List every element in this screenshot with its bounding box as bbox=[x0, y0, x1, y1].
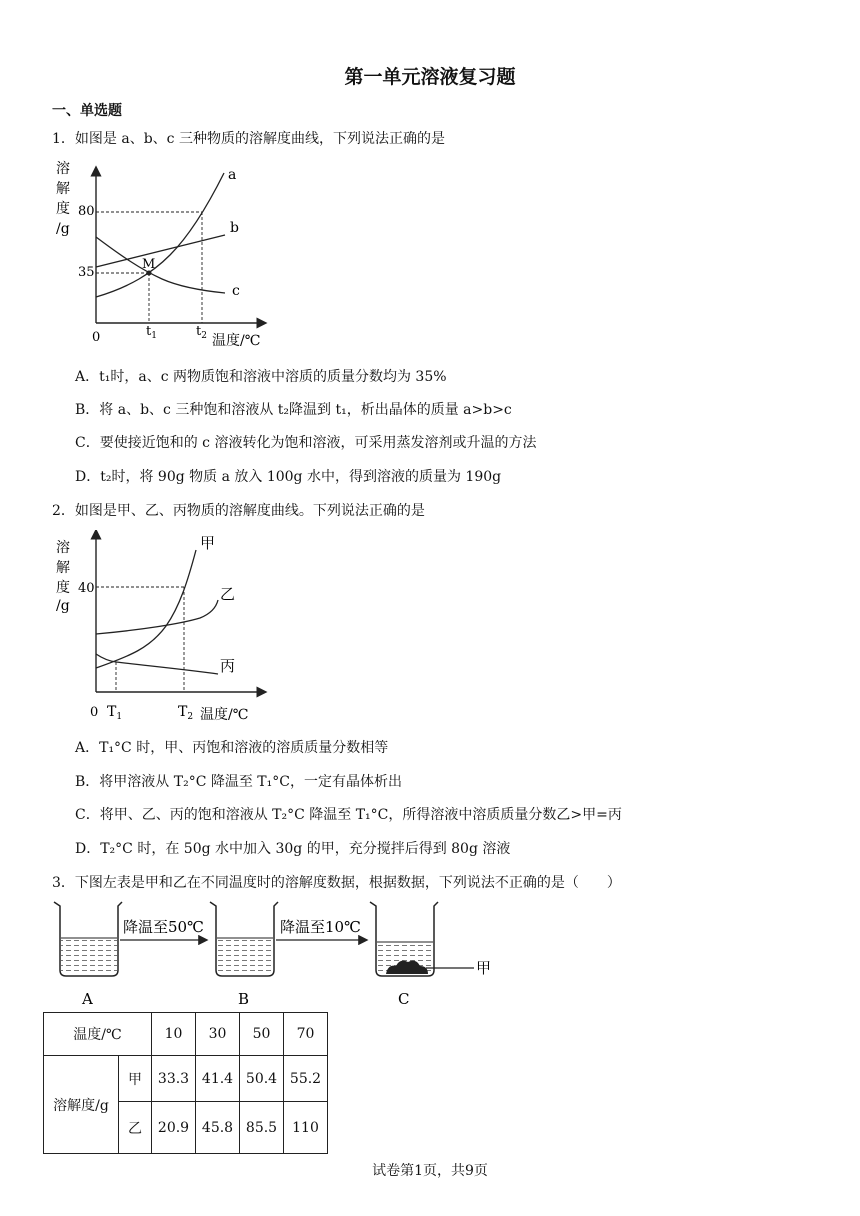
table-row bbox=[44, 1013, 328, 1056]
table-cell: 33.3 bbox=[152, 1056, 196, 1102]
table-cell: 45.8 bbox=[196, 1102, 240, 1154]
question-2-graph bbox=[50, 530, 290, 725]
q1-a-label: a bbox=[228, 167, 237, 183]
q1-ylabel-3: 度 bbox=[56, 201, 70, 217]
q1-t2-label: $t_2$ bbox=[196, 324, 207, 341]
arrow-1-label: 降温至50℃ bbox=[123, 918, 204, 936]
q2-option-c[interactable]: C．将甲、乙、丙的饱和溶液从 T₂°C 降温至 T₁°C，所得溶液中溶质质量分数乙>甲=丙 bbox=[75, 807, 622, 823]
table-temp: 70 bbox=[284, 1013, 328, 1056]
q1-t1-label: $t_1$ bbox=[146, 324, 157, 341]
question-3-stem: 3．下图左表是甲和乙在不同温度时的溶解度数据，根据数据，下列说法不正确的是（ ） bbox=[52, 875, 621, 891]
beaker-c-label: C bbox=[398, 990, 410, 1008]
table-row-group-label: 溶解度/g bbox=[44, 1056, 119, 1154]
q2-curve-yi bbox=[96, 600, 218, 634]
beaker-c bbox=[370, 902, 438, 976]
q2-ylabel-4: /g bbox=[56, 598, 70, 614]
table-cell: 41.4 bbox=[196, 1056, 240, 1102]
arrow-2-label: 降温至10℃ bbox=[280, 918, 361, 936]
page-footer: 试卷第1页，共9页 bbox=[372, 1163, 488, 1179]
beaker-b bbox=[210, 902, 278, 976]
q1-m-label: M bbox=[142, 257, 156, 272]
q2-t1-label: $T_1$ bbox=[107, 704, 123, 722]
q1-option-b[interactable]: B．将 a、b、c 三种饱和溶液从 t₂降温到 t₁，析出晶体的质量 a>b>c bbox=[75, 402, 512, 418]
q1-option-d[interactable]: D．t₂时，将 90g 物质 a 放入 100g 水中，得到溶液的质量为 190g bbox=[75, 469, 502, 485]
q1-y80-label: 80 bbox=[78, 204, 95, 219]
beaker-b-label: B bbox=[238, 990, 250, 1008]
q2-xlabel: 温度/℃ bbox=[200, 707, 249, 723]
q2-option-a[interactable]: A．T₁°C 时，甲、丙饱和溶液的溶质质量分数相等 bbox=[75, 740, 389, 756]
table-cell: 85.5 bbox=[240, 1102, 284, 1154]
q2-ylabel-3: 度 bbox=[56, 580, 70, 596]
table-row-name: 乙 bbox=[119, 1102, 152, 1154]
beaker-a-label: A bbox=[82, 990, 93, 1008]
question-1-graph bbox=[50, 155, 290, 355]
q2-yi-label: 乙 bbox=[220, 585, 236, 603]
q1-ylabel-1: 溶 bbox=[56, 161, 70, 177]
table-temp: 50 bbox=[240, 1013, 284, 1056]
table-temp: 30 bbox=[196, 1013, 240, 1056]
q2-jia-label: 甲 bbox=[200, 534, 216, 552]
q2-curve-jia bbox=[96, 550, 196, 668]
q1-option-a[interactable]: A．t₁时，a、c 两物质饱和溶液中溶质的质量分数均为 35% bbox=[75, 369, 447, 385]
table-cell: 20.9 bbox=[152, 1102, 196, 1154]
q1-origin-label: 0 bbox=[92, 330, 101, 345]
question-2-stem: 2．如图是甲、乙、丙物质的溶解度曲线。下列说法正确的是 bbox=[52, 503, 425, 519]
table-cell: 50.4 bbox=[240, 1056, 284, 1102]
table-row-name: 甲 bbox=[119, 1056, 152, 1102]
solubility-table bbox=[43, 1012, 328, 1154]
q1-option-c[interactable]: C．要使接近饱和的 c 溶液转化为饱和溶液，可采用蒸发溶剂或升温的方法 bbox=[75, 435, 537, 451]
q2-origin-label: 0 bbox=[90, 705, 99, 720]
q2-option-d[interactable]: D．T₂°C 时，在 50g 水中加入 30g 的甲，充分搅拌后得到 80g 溶液 bbox=[75, 841, 511, 857]
section-heading: 一、单选题 bbox=[52, 103, 122, 119]
table-cell: 55.2 bbox=[284, 1056, 328, 1102]
table-temp: 10 bbox=[152, 1013, 196, 1056]
q2-option-b[interactable]: B．将甲溶液从 T₂°C 降温至 T₁°C，一定有晶体析出 bbox=[75, 774, 402, 790]
q1-xlabel: 温度/℃ bbox=[212, 333, 261, 349]
beaker-a bbox=[54, 902, 122, 976]
q2-y40-label: 40 bbox=[78, 581, 95, 596]
question-1-stem: 1．如图是 a、b、c 三种物质的溶解度曲线，下列说法正确的是 bbox=[52, 131, 445, 147]
q1-curve-c bbox=[96, 237, 225, 293]
q1-ylabel-4: /g bbox=[56, 221, 70, 237]
q2-curve-bing bbox=[96, 654, 218, 674]
table-cell: 110 bbox=[284, 1102, 328, 1154]
q1-b-label: b bbox=[230, 220, 239, 236]
q2-bing-label: 丙 bbox=[220, 657, 236, 675]
q1-y35-label: 35 bbox=[78, 265, 95, 280]
q2-t2-label: $T_2$ bbox=[178, 704, 194, 722]
q1-ylabel-2: 解 bbox=[56, 181, 70, 197]
question-3-beakers bbox=[50, 898, 510, 1010]
page-title: 第一单元溶液复习题 bbox=[344, 66, 516, 88]
q2-ylabel-1: 溶 bbox=[56, 540, 70, 556]
q2-ylabel-2: 解 bbox=[56, 560, 70, 576]
q1-c-label: c bbox=[232, 283, 240, 299]
table-row bbox=[44, 1056, 328, 1102]
table-header-label: 温度/℃ bbox=[44, 1013, 152, 1056]
pointer-label: 甲 bbox=[476, 959, 492, 977]
